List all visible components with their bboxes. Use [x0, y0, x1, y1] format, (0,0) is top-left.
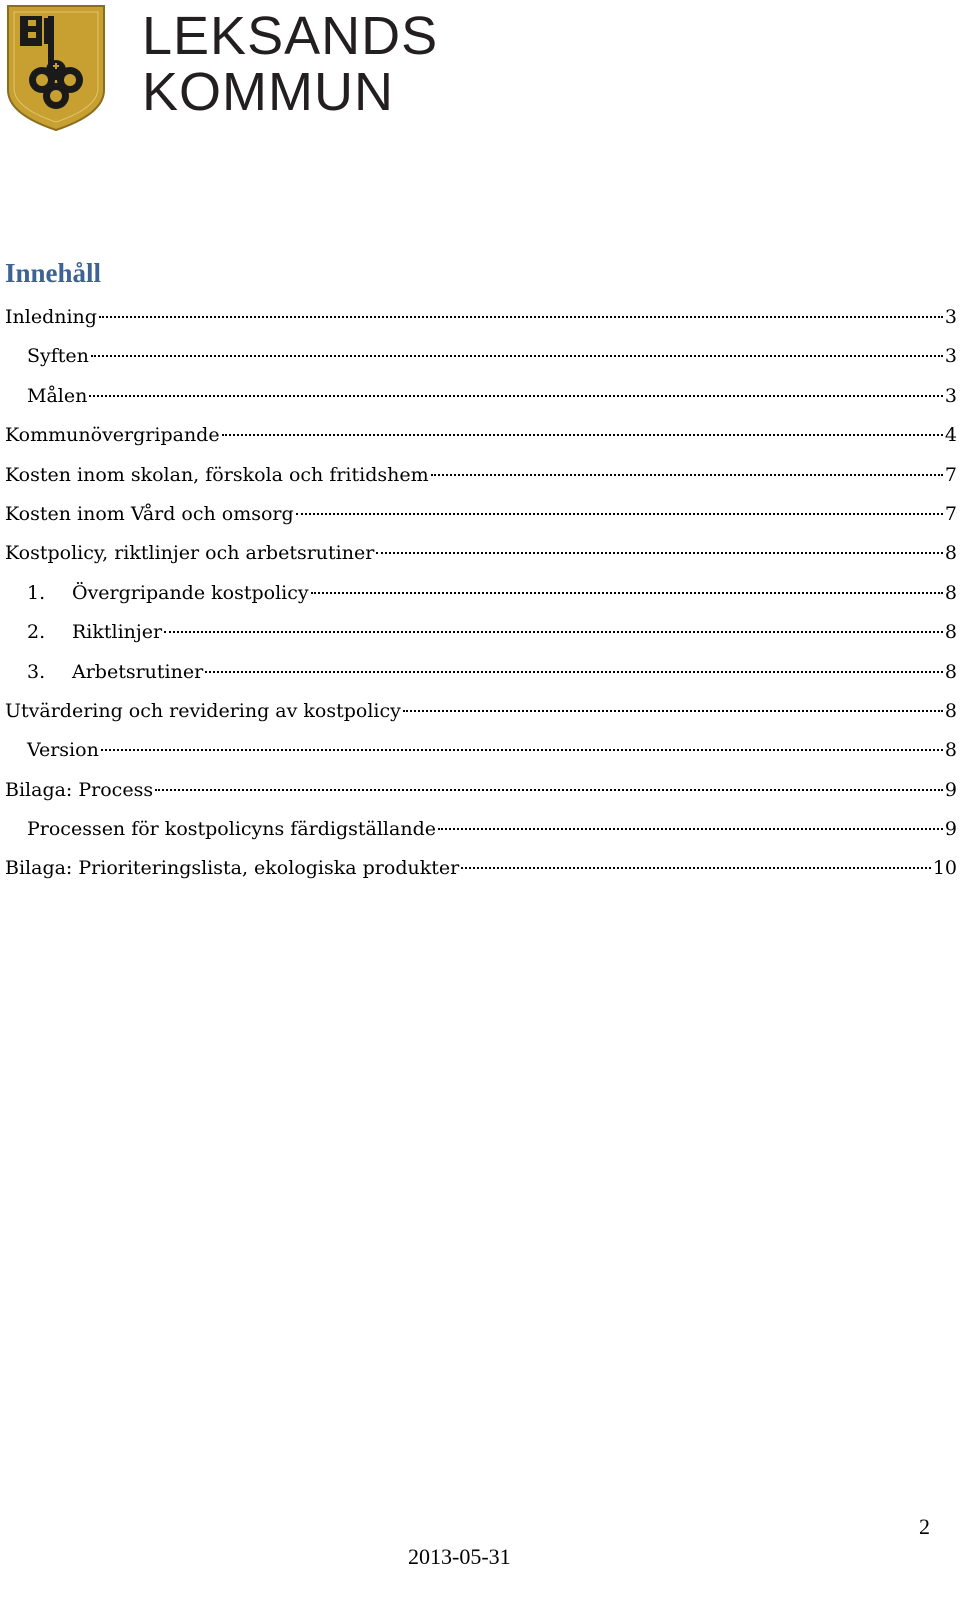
toc-entry-page: 8	[944, 660, 957, 683]
toc-entry[interactable]	[5, 816, 957, 855]
toc-entry[interactable]	[5, 777, 957, 816]
toc-dot-leader	[89, 395, 943, 397]
toc-dot-leader	[101, 749, 943, 751]
footer-date: 2013-05-31	[408, 1544, 511, 1569]
toc-entry-title: Målen	[27, 384, 88, 407]
toc-entry-title: Övergripande kostpolicy	[72, 581, 309, 604]
toc-dot-leader	[222, 434, 943, 436]
toc-dot-leader	[205, 671, 943, 673]
toc-entry-title: Arbetsrutiner	[72, 660, 204, 683]
toc-entry[interactable]	[5, 343, 957, 382]
toc-entry[interactable]	[5, 540, 957, 579]
toc-dot-leader	[431, 474, 943, 476]
logo-line-1: LEKSANDS	[142, 6, 439, 66]
toc-entry-number: 2.	[27, 621, 46, 644]
toc-entry[interactable]	[5, 737, 957, 776]
toc-entry[interactable]	[5, 619, 957, 658]
leksands-kommun-logo	[4, 4, 439, 136]
toc-entry-title: Kostpolicy, riktlinjer och arbetsrutiner	[5, 542, 375, 565]
toc-entry-title: Version	[27, 739, 99, 762]
toc-entry[interactable]	[5, 580, 957, 619]
toc-entry-page: 3	[944, 306, 957, 328]
toc-entry-number: 3.	[27, 660, 46, 683]
toc-entry[interactable]	[5, 304, 957, 343]
toc-dot-leader	[164, 631, 943, 633]
toc-entry[interactable]	[5, 659, 957, 698]
toc-entry-page: 8	[944, 581, 957, 604]
toc-dot-leader	[311, 592, 943, 594]
toc-entry-title: Kosten inom Vård och omsorg	[5, 502, 294, 525]
toc-dot-leader	[438, 828, 943, 830]
toc-entry-title: Processen för kostpolicyns färdigställande	[27, 818, 436, 841]
toc-entry[interactable]	[5, 422, 957, 461]
toc-entry-title: Kosten inom skolan, förskola och fritidshem	[5, 463, 429, 486]
toc-dot-leader	[155, 789, 943, 791]
toc-dot-leader	[461, 867, 931, 869]
toc-entry-title: Bilaga: Prioriteringslista, ekologiska produkter	[5, 857, 460, 880]
toc-dot-leader	[91, 355, 943, 357]
table-of-contents	[5, 304, 957, 895]
toc-heading: Innehåll	[5, 258, 102, 288]
logo-wordmark	[142, 8, 438, 120]
toc-entry-page: 7	[944, 502, 957, 525]
toc-dot-leader	[403, 710, 943, 712]
toc-entry[interactable]	[5, 698, 957, 737]
toc-entry-page: 8	[944, 621, 957, 644]
toc-entry-page: 8	[944, 699, 957, 722]
toc-entry-page: 9	[944, 778, 957, 801]
toc-entry-page: 3	[944, 345, 957, 368]
toc-entry-number: 1.	[27, 581, 46, 604]
toc-entry-page: 8	[944, 739, 957, 762]
toc-entry-page: 7	[944, 463, 957, 486]
toc-entry-page: 8	[944, 542, 957, 565]
toc-entry-page: 9	[944, 818, 957, 841]
toc-entry-title: Utvärdering och revidering av kostpolicy	[5, 699, 401, 722]
toc-entry-title: Bilaga: Process	[5, 778, 154, 801]
logo-line-2: KOMMUN	[142, 62, 394, 122]
toc-dot-leader	[99, 316, 943, 318]
toc-entry-title: Inledning	[5, 306, 97, 328]
toc-dot-leader	[376, 552, 943, 554]
page-number: 2	[919, 1514, 930, 1539]
toc-entry-page: 10	[932, 857, 957, 880]
toc-entry-page: 3	[944, 384, 957, 407]
toc-entry-page: 4	[944, 424, 957, 447]
toc-dot-leader	[296, 513, 943, 515]
toc-entry-title: Riktlinjer	[72, 621, 163, 644]
toc-entry[interactable]	[5, 855, 957, 894]
toc-entry-title: Syften	[27, 345, 89, 368]
toc-entry[interactable]	[5, 462, 957, 501]
toc-entry[interactable]	[5, 383, 957, 422]
toc-entry[interactable]	[5, 501, 957, 540]
toc-entry-title: Kommunövergripande	[5, 424, 220, 447]
coat-of-arms-icon	[4, 4, 108, 132]
